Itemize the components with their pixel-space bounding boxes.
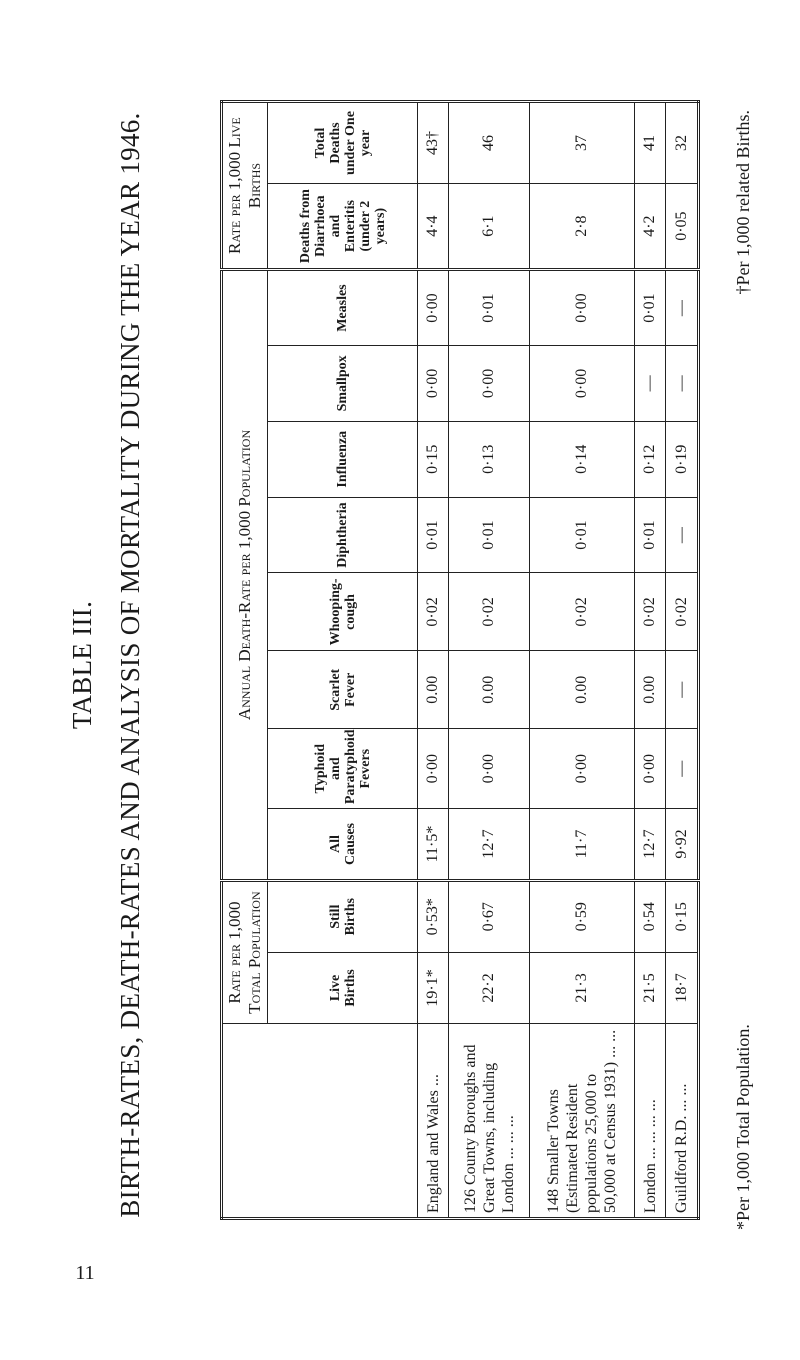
- table-row: [529, 102, 634, 1219]
- cell-typhoid: —: [666, 729, 699, 809]
- row-place: Guildford R.D. ... ...: [666, 1024, 699, 1219]
- row-place: London ... ... ... ...: [635, 1024, 666, 1219]
- header-live-births: Live Births: [268, 952, 418, 1024]
- cell-diphtheria: 0·01: [418, 497, 449, 573]
- table-row: [666, 102, 699, 1219]
- cell-smallpox: 0·00: [529, 345, 634, 421]
- row-place: 148 Smaller Towns (Estimated Resident populations 25,000 to 50,000 at Census 1931) ... ...: [529, 1024, 634, 1219]
- cell-diarrhoea: 2·8: [529, 184, 634, 270]
- cell-diphtheria: —: [666, 497, 699, 573]
- cell-still-births: 0·67: [449, 880, 530, 952]
- cell-still-births: 0·15: [666, 880, 699, 952]
- cell-scarlet: 0.00: [529, 651, 634, 729]
- cell-still-births: 0·53*: [418, 880, 449, 952]
- cell-typhoid: 0·00: [635, 729, 666, 809]
- cell-live-births: 19·1*: [418, 952, 449, 1024]
- cell-diphtheria: 0·01: [449, 497, 530, 573]
- footnote-total-population: *Per 1,000 Total Population.: [732, 1024, 753, 1230]
- cell-scarlet: —: [666, 651, 699, 729]
- cell-all-causes: 12·7: [635, 809, 666, 881]
- header-all-causes: All Causes: [268, 809, 418, 881]
- cell-influenza: 0·13: [449, 421, 530, 497]
- cell-infant: 32: [666, 102, 699, 184]
- page-title: [58, 90, 154, 1240]
- mortality-table-rotated: [220, 100, 700, 1220]
- header-still-births: Still Births: [268, 880, 418, 952]
- cell-typhoid: 0·00: [529, 729, 634, 809]
- cell-infant: 41: [635, 102, 666, 184]
- header-diarrhoea: Deaths from Diarrhoea and Enteritis (under 2 years): [268, 184, 418, 270]
- header-measles: Measles: [268, 270, 418, 346]
- header-infant: Total Deaths under One year: [268, 102, 418, 184]
- cell-typhoid: 0·00: [449, 729, 530, 809]
- cell-whooping: 0·02: [666, 573, 699, 651]
- cell-whooping: 0·02: [418, 573, 449, 651]
- header-smallpox: Smallpox: [268, 345, 418, 421]
- header-annual-death: Annual Death-Rate per 1,000 Population: [222, 270, 268, 881]
- title-description: BIRTH-RATES, DEATH-RATES AND ANALYSIS OF MORTALITY DURING THE YEAR 1946.: [115, 112, 145, 1218]
- cell-diphtheria: 0·01: [635, 497, 666, 573]
- header-group-row: [222, 102, 268, 1219]
- cell-live-births: 22·2: [449, 952, 530, 1024]
- mortality-table: [220, 100, 700, 1220]
- cell-live-births: 18·7: [666, 952, 699, 1024]
- cell-measles: 0·00: [418, 270, 449, 346]
- cell-measles: 0·01: [635, 270, 666, 346]
- header-whooping: Whooping-cough: [268, 573, 418, 651]
- cell-smallpox: —: [635, 345, 666, 421]
- footnotes: [718, 110, 768, 1230]
- title-table-number: TABLE III.: [67, 600, 97, 730]
- header-scarlet: Scarlet Fever: [268, 651, 418, 729]
- table-row: [418, 102, 449, 1219]
- cell-infant: 43†: [418, 102, 449, 184]
- row-place: England and Wales ...: [418, 1024, 449, 1219]
- cell-live-births: 21·3: [529, 952, 634, 1024]
- cell-diarrhoea: 6·1: [449, 184, 530, 270]
- cell-influenza: 0·14: [529, 421, 634, 497]
- cell-still-births: 0·54: [635, 880, 666, 952]
- table-row: [449, 102, 530, 1219]
- cell-live-births: 21·5: [635, 952, 666, 1024]
- cell-influenza: 0·12: [635, 421, 666, 497]
- cell-measles: 0·01: [449, 270, 530, 346]
- cell-diarrhoea: 4·2: [635, 184, 666, 270]
- header-place: [222, 1024, 418, 1219]
- header-rate-total: Rate per 1,000 Total Population: [222, 880, 268, 1023]
- cell-whooping: 0·02: [635, 573, 666, 651]
- page-title-block: [58, 90, 188, 1240]
- header-influenza: Influenza: [268, 421, 418, 497]
- cell-typhoid: 0·00: [418, 729, 449, 809]
- cell-smallpox: —: [666, 345, 699, 421]
- cell-influenza: 0·19: [666, 421, 699, 497]
- header-diphtheria: Diphtheria: [268, 497, 418, 573]
- cell-measles: —: [666, 270, 699, 346]
- row-place: 126 County Boroughs and Great Towns, including London ... ... ...: [449, 1024, 530, 1219]
- header-typhoid: Typhoid and Paratyphoid Fevers: [268, 729, 418, 809]
- cell-diphtheria: 0·01: [529, 497, 634, 573]
- cell-infant: 46: [449, 102, 530, 184]
- footnote-related-births: †Per 1,000 related Births.: [732, 110, 753, 295]
- page-number: 11: [75, 1262, 95, 1284]
- footnotes-container: [718, 110, 768, 1230]
- cell-scarlet: 0.00: [635, 651, 666, 729]
- cell-all-causes: 11·5*: [418, 809, 449, 881]
- cell-measles: 0·00: [529, 270, 634, 346]
- cell-all-causes: 12·7: [449, 809, 530, 881]
- cell-influenza: 0·15: [418, 421, 449, 497]
- cell-smallpox: 0·00: [418, 345, 449, 421]
- cell-all-causes: 11·7: [529, 809, 634, 881]
- table-row: [635, 102, 666, 1219]
- cell-whooping: 0·02: [449, 573, 530, 651]
- cell-diarrhoea: 4·4: [418, 184, 449, 270]
- cell-smallpox: 0·00: [449, 345, 530, 421]
- header-rate-live: Rate per 1,000 Live Births: [222, 102, 268, 270]
- cell-diarrhoea: 0·05: [666, 184, 699, 270]
- cell-infant: 37: [529, 102, 634, 184]
- cell-still-births: 0·59: [529, 880, 634, 952]
- cell-scarlet: 0.00: [418, 651, 449, 729]
- cell-scarlet: 0.00: [449, 651, 530, 729]
- mortality-table-container: [220, 100, 700, 1220]
- cell-all-causes: 9·92: [666, 809, 699, 881]
- cell-whooping: 0·02: [529, 573, 634, 651]
